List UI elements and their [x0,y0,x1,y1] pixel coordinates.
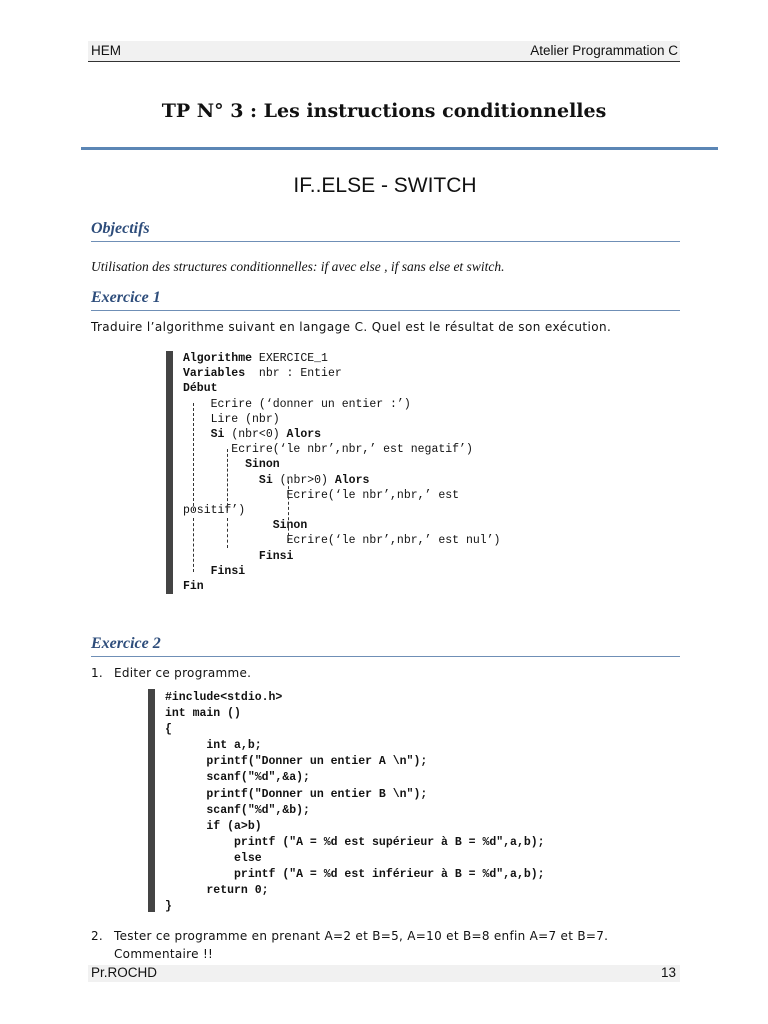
code-keyword: Sinon [272,519,308,533]
code-keyword: Variables [183,367,246,381]
exercice1-instruction: Traduire l’algorithme suivant en langage C. Quel est le résultat de son exécution. [91,320,612,334]
code-keyword: Sinon [245,458,280,472]
section-exercice2-heading: Exercice 2 [91,635,680,657]
code-line: printf("Donner un entier A \n"); [165,755,428,769]
page-number: 13 [660,965,676,980]
page-title: TP N° 3 : Les instructions conditionnelles [161,100,607,122]
code-segment: Ecrire (‘donner un entier :’) [183,397,411,411]
code-keyword: Début [183,382,218,396]
code-line: if (a>b) [165,819,262,833]
list-number: 1. [91,666,104,680]
code-segment: Ecrire(‘le nbr’,nbr,’ est [183,488,460,502]
code-line: scanf("%d",&b); [165,803,310,817]
algorithm-code-text [183,351,500,594]
code-segment: (nbr<0) [224,428,287,442]
list-text: Tester ce programme en prenant A=2 et B=5, A=10 et B=8 enfin A=7 et B=7. [114,929,609,943]
list-text: Editer ce programme. [114,666,252,680]
list-item [91,929,608,943]
c-program-code-block [148,689,635,912]
title-rule [81,147,718,150]
list-number: 2. [91,929,104,943]
code-line: else [165,851,262,865]
code-line: printf("Donner un entier B \n"); [165,787,428,801]
code-segment [183,428,211,441]
code-line: int a,b; [165,739,262,753]
code-keyword: Alors [286,428,322,442]
section-exercice1-heading: Exercice 1 [91,289,680,311]
section-objectifs-heading: Objectifs [91,220,680,242]
code-segment: (nbr>0) [272,473,335,487]
indent-guide [193,403,194,511]
code-line: printf ("A = %d est inférieur à B = %d",a,b); [165,868,545,882]
header-right: Atelier Programmation C [530,43,678,58]
code-segment: Lire (nbr) [183,412,280,426]
indent-guide [227,449,228,511]
code-line: } [165,900,172,914]
code-segment [183,565,211,578]
indent-guide [227,518,228,548]
code-keyword: Si [210,428,225,442]
code-segment [183,474,259,487]
list-item [91,666,251,680]
page-header [88,41,680,62]
header-left: HEM [91,43,121,58]
code-keyword: Fin [183,580,204,594]
indent-guide [288,481,289,541]
code-segment: positif’) [183,504,246,518]
algorithm-code-block [166,351,593,594]
code-line: int main () [165,707,241,721]
code-keyword: Finsi [210,564,246,578]
list-item-continuation: Commentaire !! [114,947,214,961]
footer-author: Pr.ROCHD [91,965,158,980]
code-keyword: Algorithme [183,352,253,365]
code-segment: nbr : Entier [245,367,342,381]
code-keyword: Finsi [258,549,294,563]
code-keyword: Alors [334,473,370,487]
code-line: printf ("A = %d est supérieur à B = %d",a,b); [165,835,545,849]
code-line: { [165,723,172,737]
code-line: #include<stdio.h> [165,691,283,704]
page-subtitle: IF..ELSE - SWITCH [293,174,477,197]
objectifs-text: Utilisation des structures conditionnelles: if avec else , if sans else et switch. [91,259,505,274]
indent-guide [193,518,194,572]
code-segment: Ecrire(‘le nbr’,nbr,’ est negatif’) [183,443,473,457]
code-segment: Ecrire(‘le nbr’,nbr,’ est nul’) [183,534,501,548]
page-footer [88,965,680,982]
code-keyword: Si [258,473,273,487]
code-line: scanf("%d",&a); [165,771,310,785]
code-segment: EXERCICE_1 [252,352,328,365]
code-line: return 0; [165,884,269,898]
code-segment [183,550,259,563]
c-program-code-text [165,690,545,915]
